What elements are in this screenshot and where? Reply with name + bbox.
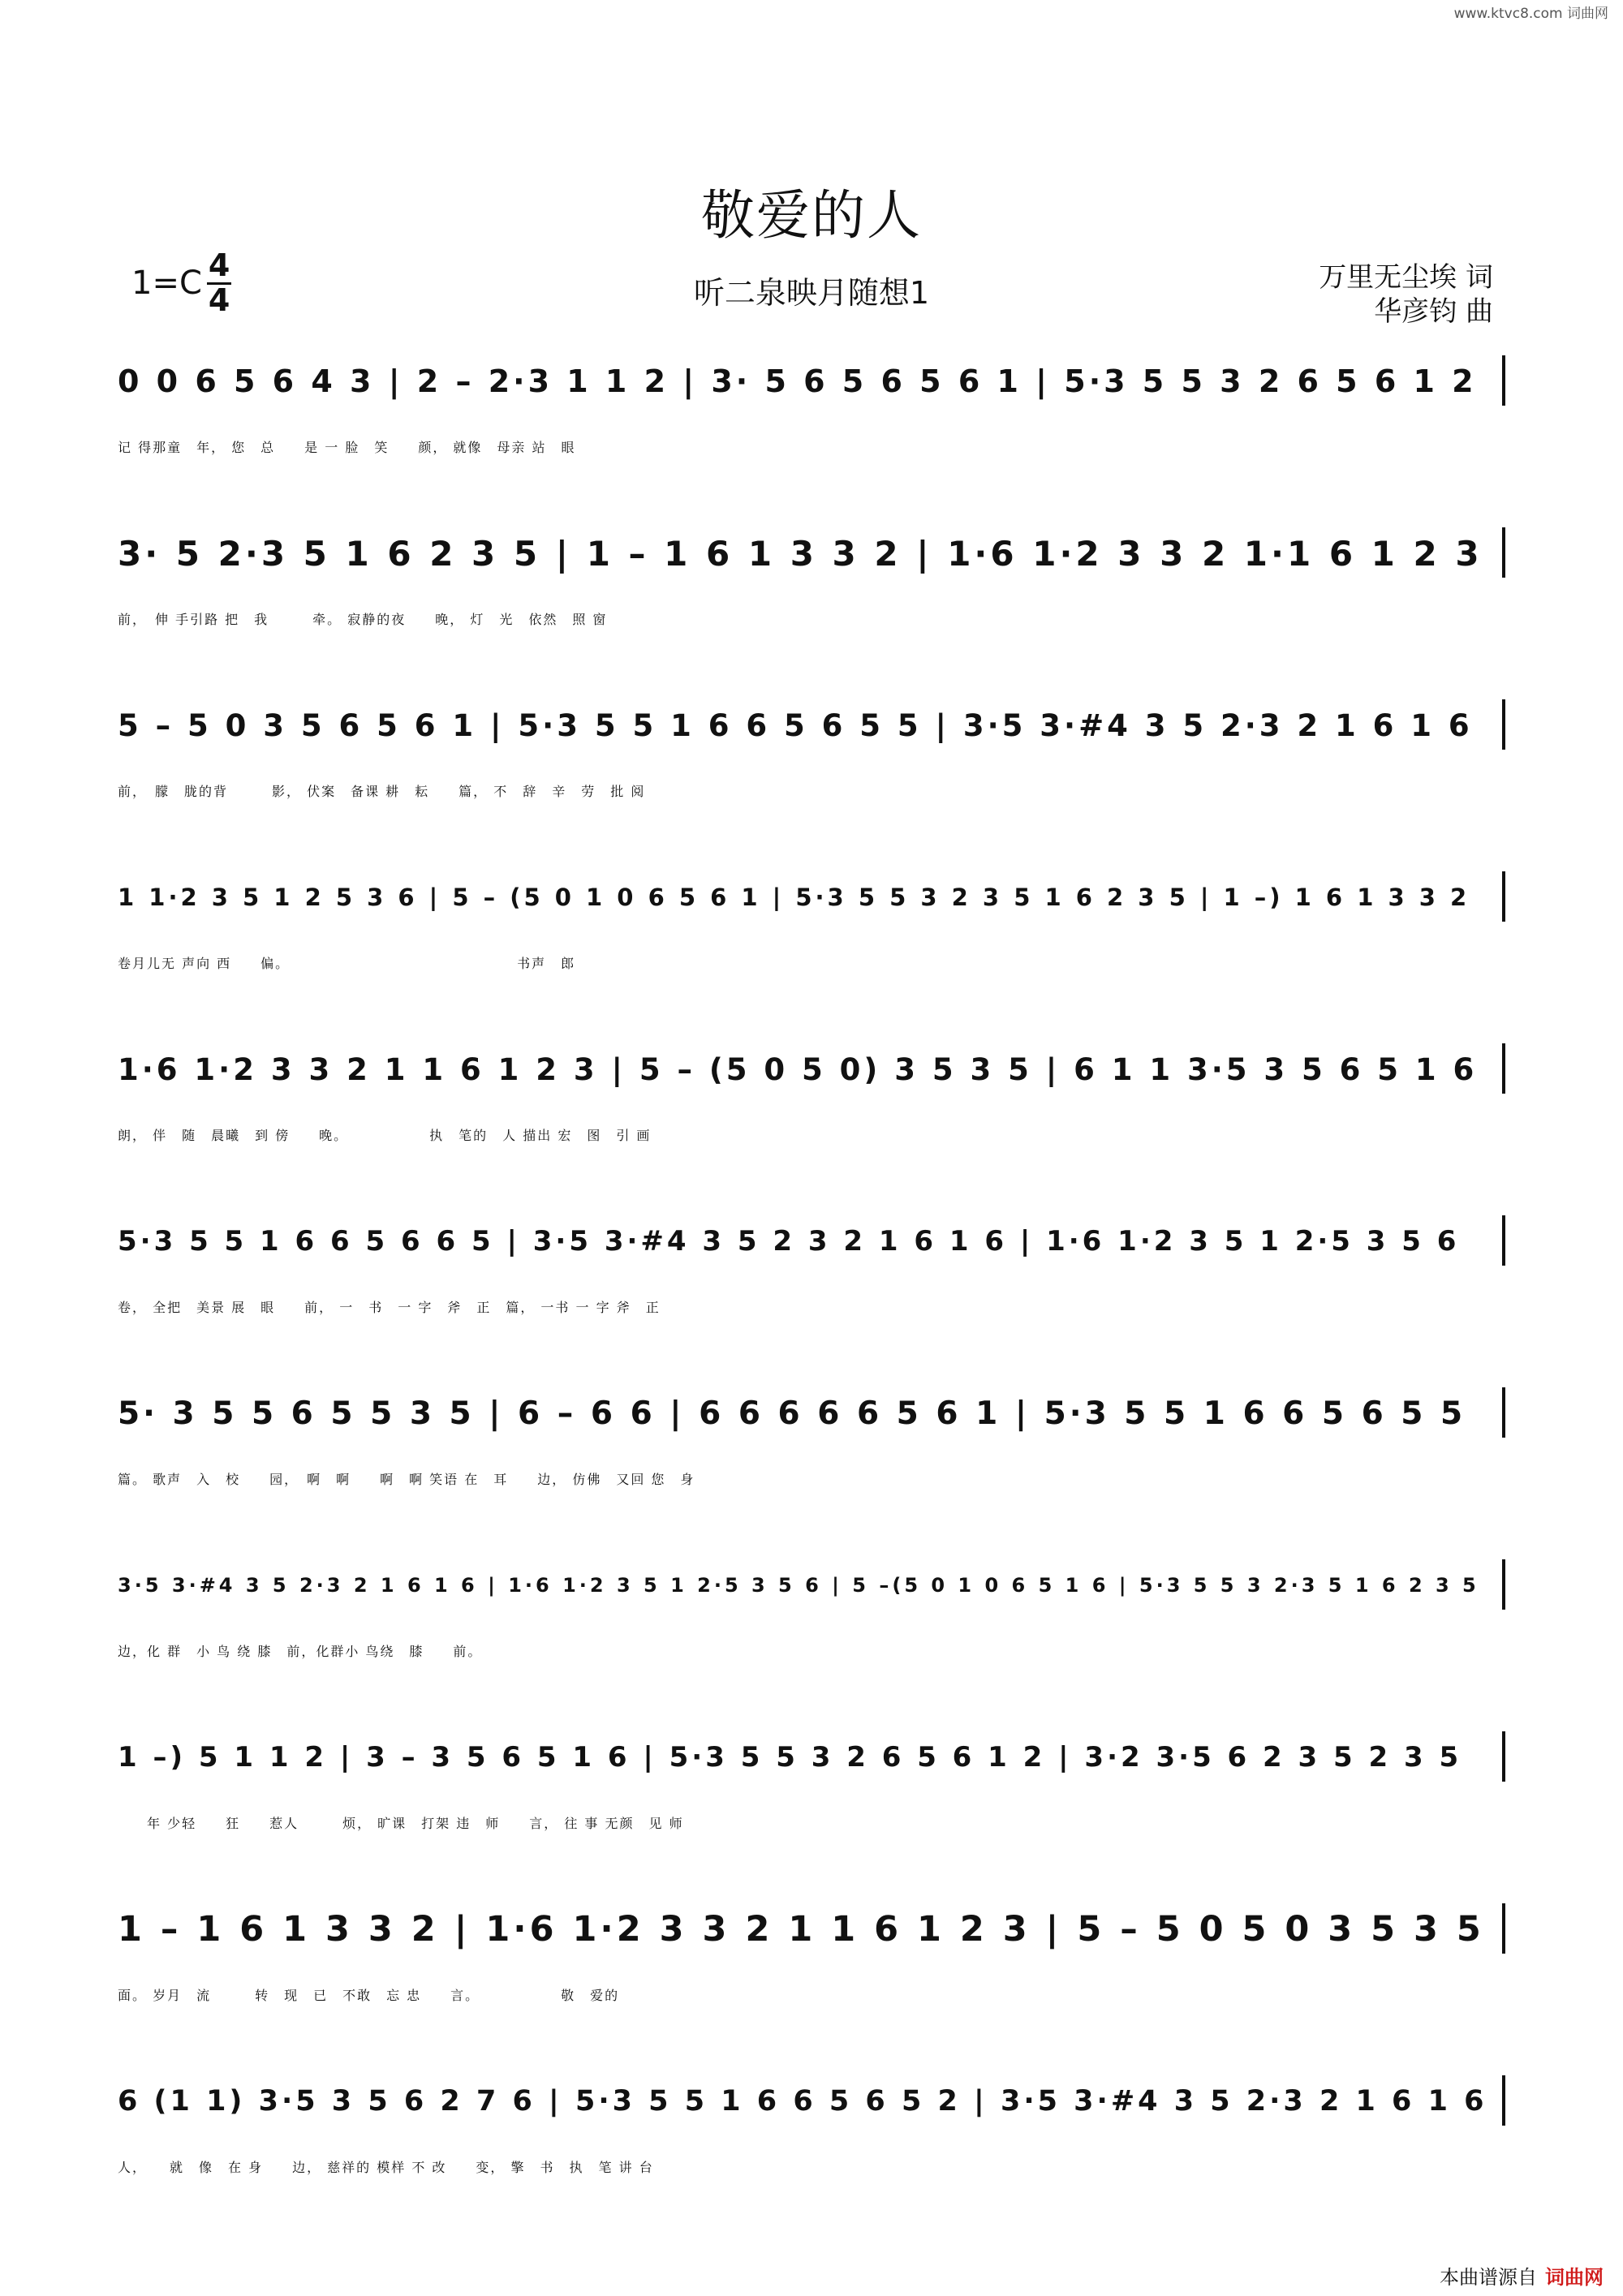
score-system [118,1545,1505,1675]
lyrics-line: 篇。 歌声 入 校 园， 啊 啊 啊 啊 笑语 在 耳 边， 仿佛 又回 您 身 [118,1471,695,1487]
subtitle: 听二泉映月随想1 [693,275,930,311]
score-system [118,2061,1505,2191]
notation-line [118,513,1505,594]
notation-text: 6 (1 1) 3·5 3 5 6 2 7 6 | 5·3 5 5 1 6 6 5 6 5 2 | 3·5 3·#4 3 5 2·3 2 1 6 1 6 [118,2085,1487,2118]
notation-line [118,1889,1505,1970]
notation-text: 5 – 5 0 3 5 6 5 6 1 | 5·3 5 5 1 6 6 5 6 5 5 | 3·5 3·#4 3 5 2·3 2 1 6 1 6 [118,707,1473,743]
barline [1502,1731,1505,1782]
notation-line [118,1201,1505,1282]
notation-text: 0 0 6 5 6 4 3 | 2 – 2·3 1 1 2 | 3· 5 6 5 6 5 6 1 | 5·3 5 5 3 2 6 5 6 1 2 [118,363,1477,399]
barline [1502,2075,1505,2126]
notation-line [118,1029,1505,1110]
lyrics-line: 卷月儿无 声向 西 偏。 书声 郎 [118,955,576,971]
notation-line [118,1373,1505,1454]
notation-text: 1 –) 5 1 1 2 | 3 – 3 5 6 5 1 6 | 5·3 5 5 3 2 6 5 6 1 2 | 3·2 3·5 6 2 3 5 2 3 5 [118,1741,1462,1774]
notation-line [118,341,1505,422]
barline [1502,1903,1505,1954]
notation-text: 1 1·2 3 5 1 2 5 3 6 | 5 – (5 0 1 0 6 5 6 1 | 5·3 5 5 3 2 3 5 1 6 2 3 5 | 1 –) 1 6 1 3 3 2 [118,884,1470,911]
watermark: www.ktvc8.com 词曲网 [1453,6,1608,22]
notation-line [118,1545,1505,1626]
lyrics-line: 人， 就 像 在 身 边， 慈祥的 模样 不 改 变， 擎 书 执 笔 讲 台 [118,2159,654,2175]
barline [1502,527,1505,578]
footer-source-label: 本曲谱源自 [1440,2266,1537,2289]
score-system [118,341,1505,471]
lyrics-line: 年 少轻 狂 惹人 烦， 旷课 打架 违 师 言， 往 事 无颜 见 师 [118,1815,684,1831]
score-system [118,513,1505,643]
notation-line [118,1717,1505,1798]
barline [1502,355,1505,406]
barline [1502,1215,1505,1266]
score-system [118,685,1505,815]
notation-text: 1 – 1 6 1 3 3 2 | 1·6 1·2 3 3 2 1 1 6 1 2 3 | 5 – 5 0 5 0 3 5 3 5 [118,1909,1484,1950]
notation-text: 3· 5 2·3 5 1 6 2 3 5 | 1 – 1 6 1 3 3 2 | 1·6 1·2 3 3 2 1·1 6 1 2 3 [118,533,1483,574]
lyrics-line: 边，化 群 小 鸟 绕 膝 前，化群小 鸟绕 膝 前。 [118,1643,483,1659]
barline [1502,1043,1505,1094]
lyricist-credit: 万里无尘埃 词 [1319,261,1493,294]
lyrics-line: 前， 朦 胧的背 影， 伏案 备课 耕 耘 篇， 不 辞 辛 劳 批 阅 [118,783,646,799]
notation-text: 3·5 3·#4 3 5 2·3 2 1 6 1 6 | 1·6 1·2 3 5 1 2·5 3 5 6 | 5 –(5 0 1 0 6 5 1 6 | 5·3 5 5 3 2·3 5 1 6 2 3 5 [118,1574,1479,1597]
score-system [118,1029,1505,1159]
footer-brand: 词曲网 [1545,2266,1604,2289]
notation-line [118,857,1505,938]
score-system [118,1889,1505,2019]
notation-text: 1·6 1·2 3 3 2 1 1 6 1 2 3 | 5 – (5 0 5 0) 3 5 3 5 | 6 1 1 3·5 3 5 6 5 1 6 [118,1051,1478,1087]
notation-line [118,685,1505,766]
composer-credit: 华彦钧 曲 [1374,295,1493,328]
song-title: 敬爱的人 [701,184,922,247]
score-system [118,1717,1505,1847]
lyrics-line: 前， 伸 手引路 把 我 牵。 寂静的夜 晚， 灯 光 依然 照 窗 [118,611,608,627]
lyrics-line: 记 得那童 年， 您 总 是 一 脸 笑 颜， 就像 母亲 站 眼 [118,439,576,455]
barline [1502,871,1505,922]
lyrics-line: 卷， 全把 美景 展 眼 前， 一 书 一 字 斧 正 篇， 一书 一 字 斧 正 [118,1299,661,1315]
notation-line [118,2061,1505,2142]
barline [1502,1387,1505,1438]
key-label: 1=C [131,264,202,303]
time-numerator: 4 [208,247,230,283]
footer [1440,2261,1604,2290]
lyrics-line: 朗， 伴 随 晨曦 到 傍 晚。 执 笔的 人 描出 宏 图 引 画 [118,1127,652,1143]
notation-text: 5· 3 5 5 6 5 5 3 5 | 6 – 6 6 | 6 6 6 6 6 5 6 1 | 5·3 5 5 1 6 6 5 6 5 5 [118,1395,1466,1432]
lyrics-line: 面。 岁月 流 转 现 已 不敢 忘 忠 言。 敬 爱的 [118,1987,620,2003]
barline [1502,699,1505,750]
notation-text: 5·3 5 5 1 6 6 5 6 6 5 | 3·5 3·#4 3 5 2 3 2 1 6 1 6 | 1·6 1·2 3 5 1 2·5 3 5 6 [118,1225,1460,1258]
barline [1502,1559,1505,1610]
score-system [118,1373,1505,1503]
time-denominator: 4 [208,282,230,318]
score-system [118,857,1505,987]
score-system [118,1201,1505,1331]
